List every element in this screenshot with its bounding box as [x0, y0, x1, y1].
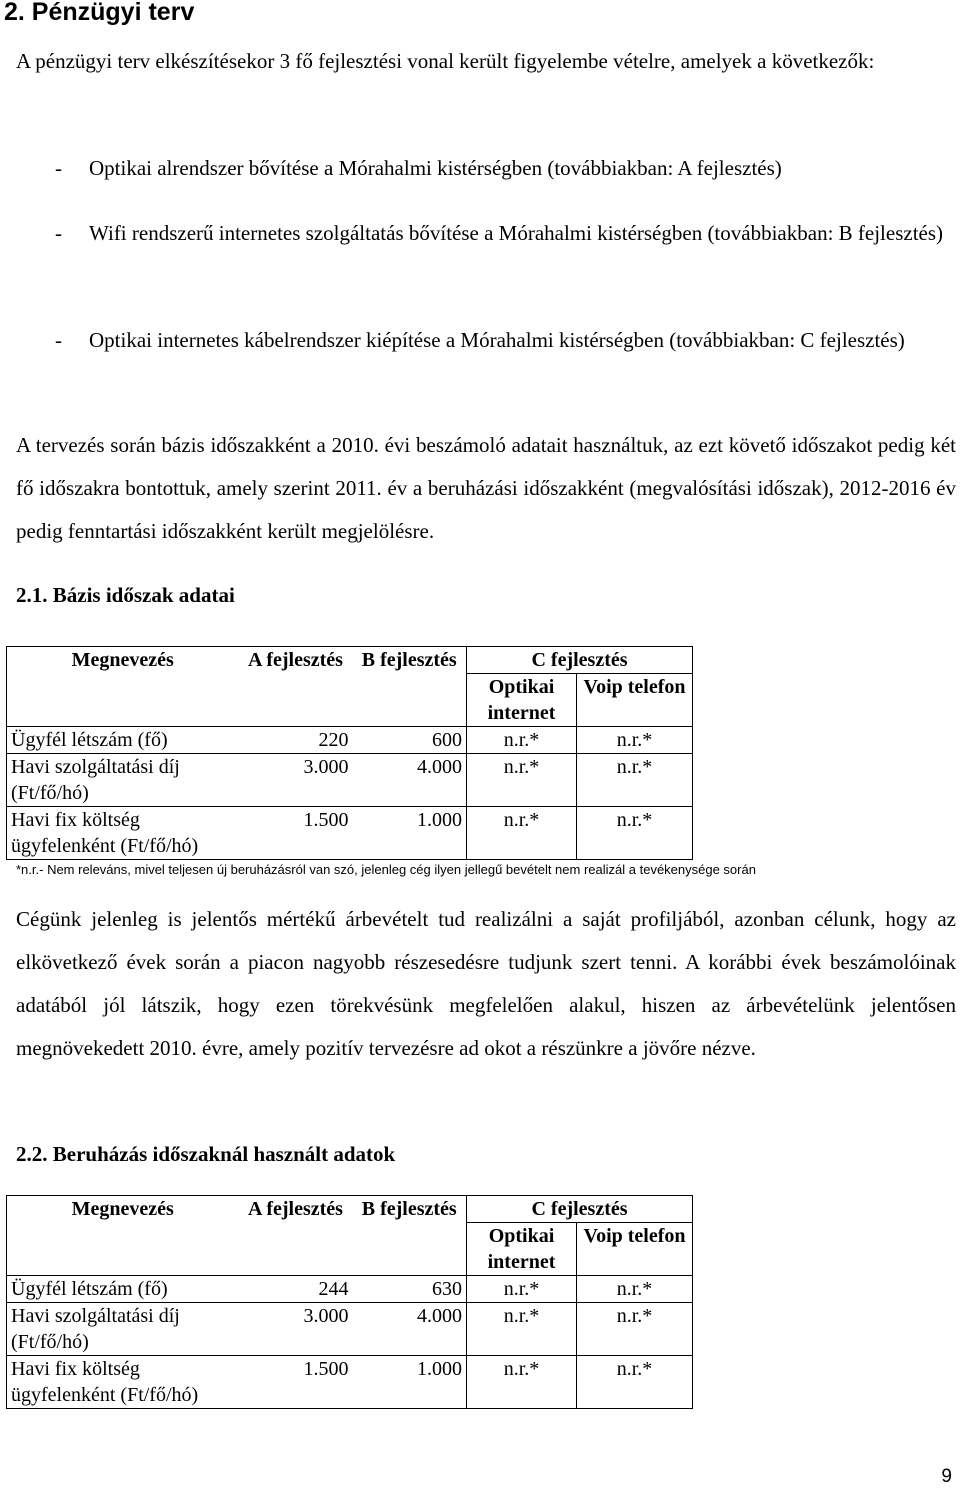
row-c1: n.r.* — [467, 1356, 577, 1409]
footnote: *n.r.- Nem releváns, mivel teljesen új beruházásról van szó, jelenleg cég ilyen jellegű bevételt nem realizál a tevékenysége során — [16, 862, 756, 877]
bullet-dash: - — [55, 328, 62, 352]
planning-paragraph: A tervezés során bázis időszakként a 2010. évi beszámoló adatait használtuk, az ezt követő időszakot pedig két fő időszakra bontottuk, amely szerint 2011. év a beruházási időszakként (megvalósítási időszak), 2012-2016 év pedig fenntartási időszakként került megjelölésre. — [16, 433, 956, 543]
bullet-item — [55, 212, 955, 255]
section-heading-base-period: 2.1. Bázis időszak adatai — [16, 583, 235, 607]
row-label: Ügyfél létszám (fő) — [7, 727, 239, 754]
row-c2: n.r.* — [577, 1303, 693, 1356]
row-b: 1.000 — [353, 1356, 467, 1409]
row-b: 630 — [353, 1276, 467, 1303]
row-label: Havi fix költség ügyfelenként (Ft/fő/hó) — [7, 1356, 239, 1409]
row-c2: n.r.* — [577, 727, 693, 754]
row-c2: n.r.* — [577, 807, 693, 860]
row-c1: n.r.* — [467, 1303, 577, 1356]
bullet-dash: - — [55, 221, 62, 245]
row-c1: n.r.* — [467, 727, 577, 754]
row-b: 4.000 — [353, 754, 467, 807]
row-label: Ügyfél létszám (fő) — [7, 1276, 239, 1303]
row-b: 600 — [353, 727, 467, 754]
row-c1: n.r.* — [467, 1276, 577, 1303]
row-a: 3.000 — [239, 754, 353, 807]
row-a: 244 — [239, 1276, 353, 1303]
bullet-item — [55, 319, 955, 362]
header-a: A fejlesztés — [239, 1196, 353, 1276]
table-row — [7, 807, 693, 860]
header-b: B fejlesztés — [353, 1196, 467, 1276]
row-a: 3.000 — [239, 1303, 353, 1356]
row-a: 1.500 — [239, 1356, 353, 1409]
table-row — [7, 1356, 693, 1409]
header-c-voip: Voip telefon — [577, 674, 693, 727]
row-c1: n.r.* — [467, 754, 577, 807]
header-name: Megnevezés — [7, 1196, 239, 1276]
bullet-text: Optikai internetes kábelrendszer kiépítése a Mórahalmi kistérségben (továbbiakban: C fejlesztés) — [89, 328, 905, 352]
header-b: B fejlesztés — [353, 647, 467, 727]
table-row — [7, 1276, 693, 1303]
section-heading-investment-period: 2.2. Beruházás időszaknál használt adatok — [16, 1142, 396, 1166]
bullet-dash: - — [55, 156, 62, 180]
row-label: Havi fix költség ügyfelenként (Ft/fő/hó) — [7, 807, 239, 860]
table-row — [7, 754, 693, 807]
header-c: C fejlesztés — [467, 647, 693, 674]
bullet-item — [55, 147, 955, 190]
revenue-paragraph: Cégünk jelenleg is jelentős mértékű árbevételt tud realizálni a saját profiljából, azonban célunk, hogy az elkövetkező évek során a piacon nagyobb részesedésre tudjunk szert tenni. A korábbi évek beszámolóinak adatából jól látszik, hogy ezen törekvésünk megfelelően alakul, hiszen az árbevételünk jelentősen megnövekedett 2010. évre, amely pozitív tervezésre ad okot a részünkre a jövőre nézve. — [16, 907, 956, 1060]
header-c-optikai: Optikai internet — [467, 1223, 577, 1276]
row-a: 1.500 — [239, 807, 353, 860]
row-c2: n.r.* — [577, 1356, 693, 1409]
row-b: 4.000 — [353, 1303, 467, 1356]
table-row — [7, 1303, 693, 1356]
page-heading: 2. Pénzügyi terv — [4, 0, 195, 26]
intro-paragraph: A pénzügyi terv elkészítésekor 3 fő fejlesztési vonal került figyelembe vételre, amelyek a következők: — [16, 49, 875, 73]
header-name: Megnevezés — [7, 647, 239, 727]
row-c2: n.r.* — [577, 754, 693, 807]
bullet-text: Optikai alrendszer bővítése a Mórahalmi kistérségben (továbbiakban: A fejlesztés) — [89, 156, 782, 180]
row-a: 220 — [239, 727, 353, 754]
row-b: 1.000 — [353, 807, 467, 860]
header-c-optikai: Optikai internet — [467, 674, 577, 727]
row-label: Havi szolgáltatási díj (Ft/fő/hó) — [7, 754, 239, 807]
header-c: C fejlesztés — [467, 1196, 693, 1223]
investment-period-table — [6, 1195, 693, 1409]
table-row — [7, 727, 693, 754]
row-c2: n.r.* — [577, 1276, 693, 1303]
bullet-text: Wifi rendszerű internetes szolgáltatás bővítése a Mórahalmi kistérségben (továbbiakban: B fejlesztés) — [89, 221, 944, 245]
header-a: A fejlesztés — [239, 647, 353, 727]
row-c1: n.r.* — [467, 807, 577, 860]
page-number: 9 — [941, 1466, 952, 1487]
base-period-table — [6, 646, 693, 860]
header-c-voip: Voip telefon — [577, 1223, 693, 1276]
row-label: Havi szolgáltatási díj (Ft/fő/hó) — [7, 1303, 239, 1356]
